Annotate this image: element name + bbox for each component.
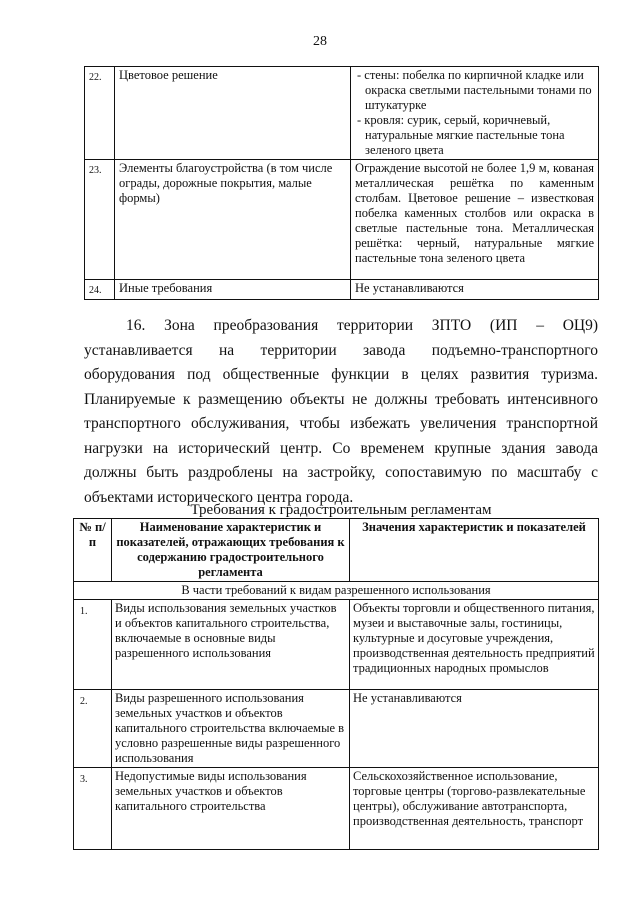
paragraph-line: объектами исторического центра города. <box>84 488 354 506</box>
section-title: В части требований к видам разрешенного использования <box>74 582 599 600</box>
row-value: Объекты торговли и общественного питания, музеи и выставочные залы, гостиницы, культурные и досуговые учреждения, производственная деятельность предприятий традиционных народных промыслов <box>350 600 599 690</box>
table-row <box>85 67 599 160</box>
paragraph-line: оборудования под общественные функции в целях развития туризма. <box>84 366 598 383</box>
row-number: 1. <box>74 600 112 690</box>
row-value: Сельскохозяйственное использование, торговые центры (торгово-развлекательные центры), обслуживание автотранспорта, производственная деятельность, транспорт <box>350 768 599 850</box>
row-number: 3. <box>74 768 112 850</box>
header-name: Наименование характеристик и показателей, отражающих требования к содержанию градостроительного регламента <box>112 519 350 582</box>
paragraph-line: нагрузки на исторический центр. Со временем крупные здания завода <box>84 439 598 457</box>
row-number: 22. <box>85 67 115 160</box>
list-item: - стены: побелка по кирпичной кладке или окраска светлыми пастельными тонами по штукатурке <box>355 68 594 113</box>
paragraph-line: транспортного обслуживания, чтобы избежать увеличения транспортной <box>84 415 598 432</box>
section-row <box>74 582 599 600</box>
regulations-table <box>73 518 599 850</box>
list-item: - кровля: сурик, серый, коричневый, натуральные мягкие пастельные тона зеленого цвета <box>355 113 594 158</box>
row-name: Виды разрешенного использования земельных участков и объектов капитального строительства включаемые в условно разрешенные виды разрешенного использования <box>112 690 350 768</box>
row-name: Элементы благоустройства (в том числе ограды, дорожные покрытия, малые формы) <box>115 160 351 280</box>
table-row <box>74 600 599 690</box>
paragraph-line: 16. Зона преобразования территории ЗПТО (ИП – ОЦ9) <box>126 317 598 334</box>
table-row <box>74 690 599 768</box>
table-row <box>74 768 599 850</box>
row-number: 24. <box>85 280 115 300</box>
row-name: Цветовое решение <box>115 67 351 160</box>
paragraph-line: Планируемые к размещению объекты не должны требовать интенсивного <box>84 390 598 408</box>
row-value: Ограждение высотой не более 1,9 м, кованая металлическая решётка по каменным столбам. Цветовое решение – известковая побелка каменных столбов или окраска в светлые пастельные тона. Металлическая решётка: черный, натуральные мягкие пастельные тона зеленого цвета <box>351 160 599 280</box>
row-value <box>351 67 599 160</box>
page-number: 28 <box>313 34 327 49</box>
row-name: Недопустимые виды использования земельных участков и объектов капитального строительства <box>112 768 350 850</box>
value-list <box>355 68 594 158</box>
row-name: Иные требования <box>115 280 351 300</box>
table-row <box>85 160 599 280</box>
row-name: Виды использования земельных участков и объектов капитального строительства, включаемые в основные виды разрешенного использования <box>112 600 350 690</box>
table-header-row <box>74 519 599 582</box>
requirements-table-continued <box>84 66 599 300</box>
table-caption: Требования к градостроительным регламентам <box>190 502 492 518</box>
header-value: Значения характеристик и показателей <box>350 519 599 582</box>
header-number: № п/п <box>74 519 112 582</box>
row-number: 2. <box>74 690 112 768</box>
row-value: Не устанавливаются <box>350 690 599 768</box>
paragraph-line: должны быть раздроблены на застройку, сопоставимую по масштабу с <box>84 464 598 481</box>
zone-description-paragraph <box>84 314 598 510</box>
row-value: Не устанавливаются <box>351 280 599 300</box>
paragraph-line: устанавливается на территории завода подъемно-транспортного <box>84 341 598 359</box>
table-row <box>85 280 599 300</box>
row-number: 23. <box>85 160 115 280</box>
